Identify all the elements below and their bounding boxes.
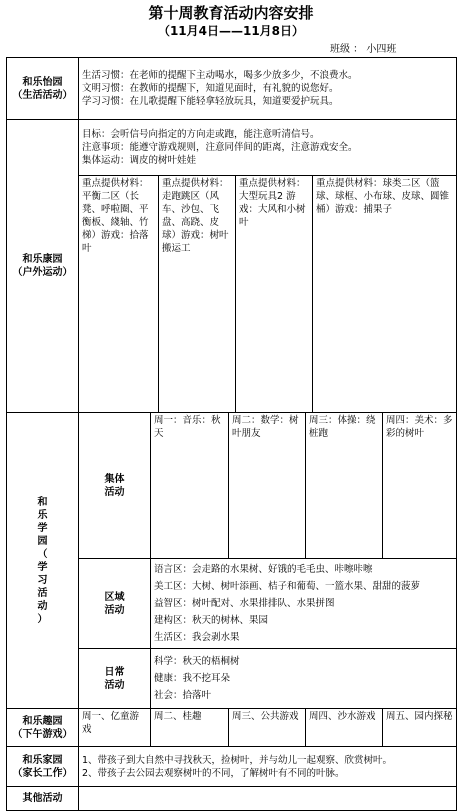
- group-day-3: 周三：体操：绕桩跑: [306, 413, 383, 559]
- life-header: [7, 58, 79, 120]
- afternoon-header-line: 和乐趣园: [22, 715, 63, 727]
- outdoor-header: [7, 120, 79, 413]
- daily-line: 健康：我不挖耳朵: [154, 673, 231, 684]
- study-header-char: （: [37, 548, 48, 560]
- other-header: 其他活动: [7, 787, 79, 811]
- afternoon-day-1: 周一、亿童游戏: [79, 709, 151, 747]
- study-header-char: 学: [37, 561, 48, 573]
- outdoor-line: 目标：会听信号向指定的方向走或跑，能注意听清信号。: [82, 129, 320, 140]
- parents-header-line: 和乐家园: [22, 754, 63, 766]
- study-header-char: 动: [37, 600, 48, 612]
- life-line: 学习习惯：在儿歌提醒下能轻拿轻放玩具，知道要爱护玩具。: [82, 96, 339, 107]
- group-day-1: 周一：音乐：秋天: [151, 413, 229, 559]
- group-header-line: 集体: [104, 473, 125, 485]
- life-header-line: 和乐怡园: [22, 76, 63, 88]
- afternoon-header: [7, 709, 79, 747]
- life-line: 生活习惯：在老师的提醒下主动喝水，喝多少放多少，不浪费水。: [82, 70, 358, 81]
- outdoor-line: 集体运动：调皮的树叶娃娃: [82, 155, 197, 166]
- afternoon-row: [7, 709, 457, 747]
- study-header-char: 活: [37, 587, 48, 599]
- areas-line: 建构区：秋天的树林、果园: [154, 615, 269, 626]
- parents-row: [7, 747, 457, 787]
- study-header-char: 乐: [37, 509, 48, 521]
- areas-line: 生活区：我会剥水果: [154, 632, 240, 643]
- daily-line: 社会：拾落叶: [154, 690, 212, 701]
- outdoor-header-line: （户外运动）: [12, 267, 73, 278]
- afternoon-header-line: （下午游戏）: [12, 728, 73, 740]
- parents-header: [7, 747, 79, 787]
- outdoor-area-4: 重点提供材料：球类二区（篮球、球框、小布球、皮球、圆锥桶）游戏：捕果子: [313, 176, 457, 413]
- areas-line: 语言区：会走路的水果树、好饿的毛毛虫、咔嚓咔嚓: [154, 564, 373, 575]
- parents-header-line: （家长工作）: [12, 767, 73, 779]
- parents-content: [79, 747, 457, 787]
- outdoor-area-3: 重点提供材料：大型玩具2 游戏：大风和小树叶: [236, 176, 313, 413]
- life-header-line: （生活活动）: [12, 89, 73, 101]
- areas-header-line: 活动: [104, 604, 125, 616]
- other-row: [7, 787, 457, 811]
- class-label: 班级 ： 小四班: [330, 44, 397, 55]
- study-header-char: ）: [37, 613, 48, 625]
- areas-content: [151, 559, 457, 649]
- schedule-table: [6, 57, 457, 811]
- daily-header-line: 日常: [104, 666, 125, 678]
- daily-header: [79, 649, 151, 709]
- parents-line: 1、带孩子到大自然中寻找秋天，捡树叶，并与幼儿一起观察、欣赏树叶。: [82, 754, 393, 766]
- study-header-char: 和: [37, 496, 48, 508]
- outdoor-line: 注意事项：能遵守游戏规则，注意同伴间的距离，注意游戏安全。: [82, 142, 358, 153]
- daily-line: 科学：秋天的梧桐树: [154, 656, 240, 667]
- afternoon-day-5: 周五、园内探秘: [383, 709, 457, 747]
- study-header-char: 学: [37, 522, 48, 534]
- areas-header: [79, 559, 151, 649]
- study-header-char: 园: [37, 535, 48, 547]
- afternoon-day-3: 周三、公共游戏: [229, 709, 306, 747]
- other-content: [79, 787, 457, 811]
- areas-line: 美工区：大树、树叶添画、桔子和葡萄、一篮水果、甜甜的菠萝: [154, 581, 421, 592]
- daily-header-line: 活动: [104, 679, 125, 691]
- outdoor-header-line: 和乐康园: [22, 254, 63, 265]
- study-header-char: 习: [37, 574, 48, 586]
- study-group-row: [7, 413, 457, 559]
- outdoor-row: [7, 120, 457, 176]
- study-header: [7, 413, 79, 709]
- outdoor-area-2: 重点提供材料：走跑跳区（风车、沙包、飞盘、高跷、皮球）游戏：树叶搬运工: [159, 176, 236, 413]
- parents-line: 2、带孩子去公园去观察树叶的不同，了解树叶有不同的叶脉。: [82, 767, 345, 779]
- outdoor-area-1: 重点提供材料：平衡二区（长凳、呼啦圈、平衡板、綫轴、竹梯）游戏：拾落叶: [79, 176, 159, 413]
- areas-line: 益智区：树叶配对、水果排排队、水果拼图: [154, 598, 335, 609]
- outdoor-goal: [79, 120, 457, 176]
- group-day-4: 周四：美术：多彩的树叶: [383, 413, 457, 559]
- daily-content: [151, 649, 457, 709]
- page-title: 第十周教育活动内容安排: [148, 4, 314, 22]
- life-content: [79, 58, 457, 120]
- group-header-line: 活动: [104, 486, 125, 498]
- group-header: [79, 413, 151, 559]
- afternoon-day-4: 周四、沙水游戏: [306, 709, 383, 747]
- date-range: （11月4日——11月8日）: [157, 24, 305, 38]
- areas-header-line: 区域: [104, 591, 125, 603]
- life-line: 文明习惯：在教师的提醒下，知道见面时，有礼貌的说您好。: [82, 83, 339, 94]
- life-row: [7, 58, 457, 120]
- group-day-2: 周二：数学：树叶朋友: [229, 413, 306, 559]
- afternoon-day-2: 周二、桂趣: [151, 709, 229, 747]
